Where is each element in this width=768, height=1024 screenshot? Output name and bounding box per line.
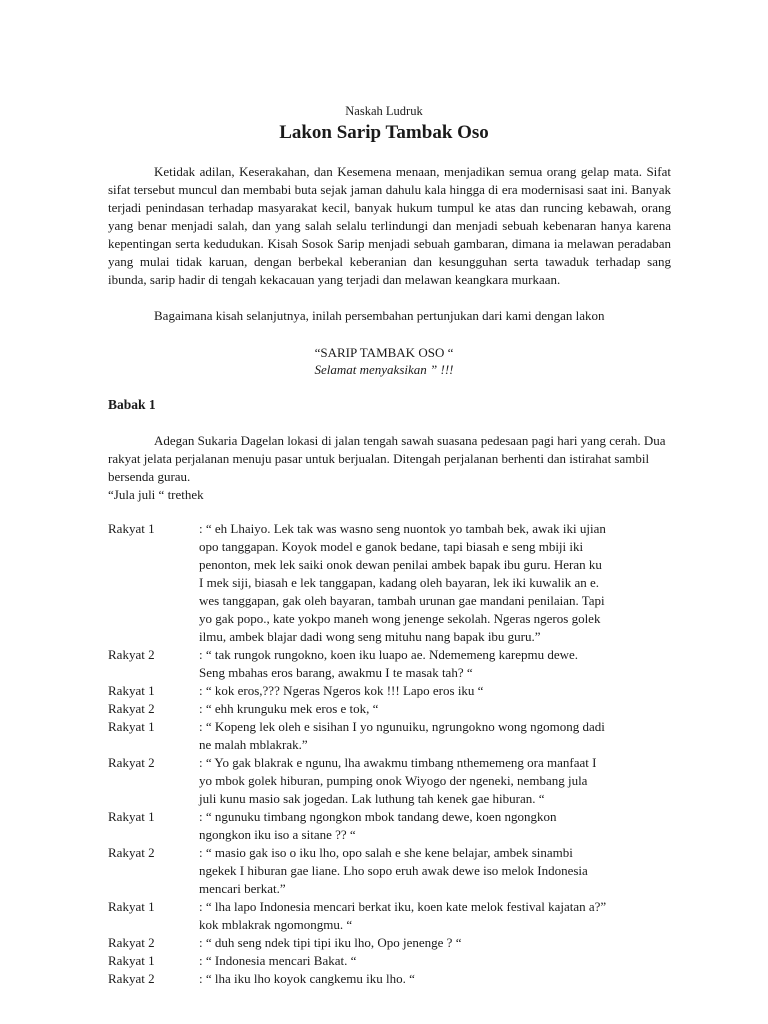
speech-text: opo tanggapan. Koyok model e ganok bedane, tapi biasah e seng mbiji iki xyxy=(199,539,584,554)
speech-text: ilmu, ambek blajar dadi wong seng mituhu nang bapak ibu guru.” xyxy=(199,629,541,644)
dialogue-line xyxy=(108,808,673,826)
intro-paragraph-2: Bagaimana kisah selanjutnya, inilah persembahan pertunjukan dari kami dengan lakon xyxy=(154,308,605,323)
dialogue-line xyxy=(108,718,673,736)
speaker-label: Rakyat 1 xyxy=(108,899,155,914)
speaker-label: Rakyat 2 xyxy=(108,755,155,770)
speech-text: : “ masio gak iso o iku lho, opo salah e she kene belajar, ambek sinambi xyxy=(199,845,573,860)
dialogue-line xyxy=(108,862,673,880)
speaker-label xyxy=(108,538,199,556)
intro-paragraph-1: Ketidak adilan, Keserakahan, dan Kesemena menaan, menjadikan semua orang gelap mata. Sifat sifat tersebut muncul dan membabi buta sejak jaman dahulu kala hingga di era modernisasi saat ini. Banyak terjadi penindasan terhadap masyarakat kecil, banyak hukum tumpul ke atas dan runcing kebawah, orang yang benar menjadi salah, dan yang salah selalu terlindungi dan menjadi sebuah kebenaran hanya karena kepentingan serta kedudukan. Kisah Sosok Sarip menjadi sebuah gambaran, dimana ia melawan peradaban yang mulai tidak karuan, dengan berbekal keberanian dan kesungguhan serta tawaduk terhadap sang ibunda, sarip hadir di tengah kekacauan yang terjadi dan melawan keangkara murkaan. xyxy=(108,164,671,287)
speaker-label xyxy=(108,574,199,592)
show-title: “SARIP TAMBAK OSO “ xyxy=(314,345,454,360)
speaker-label: Rakyat 2 xyxy=(108,845,155,860)
dialogue-line xyxy=(108,772,673,790)
speech-text: : “ ehh krunguku mek eros e tok, “ xyxy=(199,701,379,716)
speech-text: : “ duh seng ndek tipi tipi iku lho, Opo jenenge ? “ xyxy=(199,935,462,950)
dialogue-line xyxy=(108,538,673,556)
dialogue-line xyxy=(108,790,673,808)
speech-text: : “ Yo gak blakrak e ngunu, lha awakmu timbang nthememeng ora manfaat I xyxy=(199,755,597,770)
speaker-label xyxy=(108,556,199,574)
dialogue-list xyxy=(108,520,673,988)
dialogue-line xyxy=(108,754,673,772)
speaker-label: Rakyat 1 xyxy=(108,953,155,968)
dialogue-line xyxy=(108,646,673,664)
dialogue-line xyxy=(108,880,673,898)
dialogue-line xyxy=(108,592,673,610)
speech-text: ngongkon iku iso a sitane ?? “ xyxy=(199,827,356,842)
dialogue-line xyxy=(108,682,673,700)
dialogue-line xyxy=(108,574,673,592)
song-line: “Jula juli “ trethek xyxy=(108,487,204,502)
greeting-line: Selamat menyaksikan ” !!! xyxy=(314,362,454,377)
speech-text: : “ lha lapo Indonesia mencari berkat iku, koen kate melok festival kajatan a?” xyxy=(199,899,607,914)
speech-text: I mek siji, biasah e lek tanggapan, kadang oleh bayaran, lek iki kuwalik an e. xyxy=(199,575,599,590)
speaker-label: Rakyat 2 xyxy=(108,971,155,986)
speaker-label xyxy=(108,664,199,682)
speaker-label: Rakyat 2 xyxy=(108,701,155,716)
speech-text: : “ Kopeng lek oleh e sisihan I yo ngunuiku, ngrungokno wong ngomong dadi xyxy=(199,719,605,734)
dialogue-line xyxy=(108,952,673,970)
dialogue-line xyxy=(108,970,673,988)
document-subtitle: Naskah Ludruk xyxy=(345,104,423,118)
speaker-label xyxy=(108,772,199,790)
speech-text: wes tanggapan, gak oleh bayaran, tambah urunan gae mandani penilaian. Tapi xyxy=(199,593,605,608)
speech-text: yo gak popo., kate yokpo maneh wong jenenge sekolah. Ngeras ngeros golek xyxy=(199,611,601,626)
speech-text: : “ kok eros,??? Ngeras Ngeros kok !!! Lapo eros iku “ xyxy=(199,683,484,698)
dialogue-line xyxy=(108,934,673,952)
speaker-label xyxy=(108,880,199,898)
act-heading: Babak 1 xyxy=(108,397,156,412)
dialogue-line xyxy=(108,916,673,934)
dialogue-line xyxy=(108,610,673,628)
speech-text: ne malah mblakrak.” xyxy=(199,737,308,752)
speaker-label xyxy=(108,916,199,934)
dialogue-line xyxy=(108,628,673,646)
dialogue-line xyxy=(108,826,673,844)
speaker-label xyxy=(108,736,199,754)
speaker-label xyxy=(108,862,199,880)
dialogue-line xyxy=(108,556,673,574)
speech-text: : “ tak rungok rungokno, koen iku luapo ae. Ndememeng karepmu dewe. xyxy=(199,647,579,662)
speech-text: Seng mbahas eros barang, awakmu I te masak tah? “ xyxy=(199,665,473,680)
speech-text: kok mblakrak ngomongmu. “ xyxy=(199,917,353,932)
scene-description: Adegan Sukaria Dagelan lokasi di jalan tengah sawah suasana pedesaan pagi hari yang cerah. Dua rakyat jelata perjalanan menuju pasar untuk berjualan. Ditengah perjalanan berhenti dan istirahat sambil bersenda gurau. xyxy=(108,433,666,484)
dialogue-line xyxy=(108,898,673,916)
dialogue-line xyxy=(108,664,673,682)
speaker-label xyxy=(108,628,199,646)
speaker-label: Rakyat 1 xyxy=(108,521,155,536)
speech-text: penonton, mek lek saiki onok dewan penilai ambek bapak ibu guru. Heran ku xyxy=(199,557,602,572)
document-title: Lakon Sarip Tambak Oso xyxy=(279,122,489,143)
speaker-label xyxy=(108,610,199,628)
speaker-label: Rakyat 1 xyxy=(108,719,155,734)
dialogue-line xyxy=(108,700,673,718)
speech-text: : “ lha iku lho koyok cangkemu iku lho. “ xyxy=(199,971,415,986)
speech-text: : “ ngunuku timbang ngongkon mbok tandang dewe, koen ngongkon xyxy=(199,809,557,824)
dialogue-line xyxy=(108,736,673,754)
speaker-label: Rakyat 1 xyxy=(108,683,155,698)
speech-text: : “ eh Lhaiyo. Lek tak was wasno seng nuontok yo tambah bek, awak iki ujian xyxy=(199,521,606,536)
speech-text: ngekek I hiburan gae liane. Lho sopo eruh awak dewe iso melok Indonesia xyxy=(199,863,588,878)
speech-text: juli kunu masio sak jogedan. Lak luthung tah kenek gae hiburan. “ xyxy=(199,791,545,806)
speaker-label xyxy=(108,592,199,610)
speech-text: mencari berkat.” xyxy=(199,881,286,896)
dialogue-line xyxy=(108,520,673,538)
speaker-label: Rakyat 1 xyxy=(108,809,155,824)
speech-text: : “ Indonesia mencari Bakat. “ xyxy=(199,953,357,968)
speaker-label: Rakyat 2 xyxy=(108,935,155,950)
speech-text: yo mbok golek hiburan, pumping onok Wiyogo der ngeneki, nembang jula xyxy=(199,773,588,788)
speaker-label xyxy=(108,790,199,808)
speaker-label xyxy=(108,826,199,844)
speaker-label: Rakyat 2 xyxy=(108,647,155,662)
dialogue-line xyxy=(108,844,673,862)
